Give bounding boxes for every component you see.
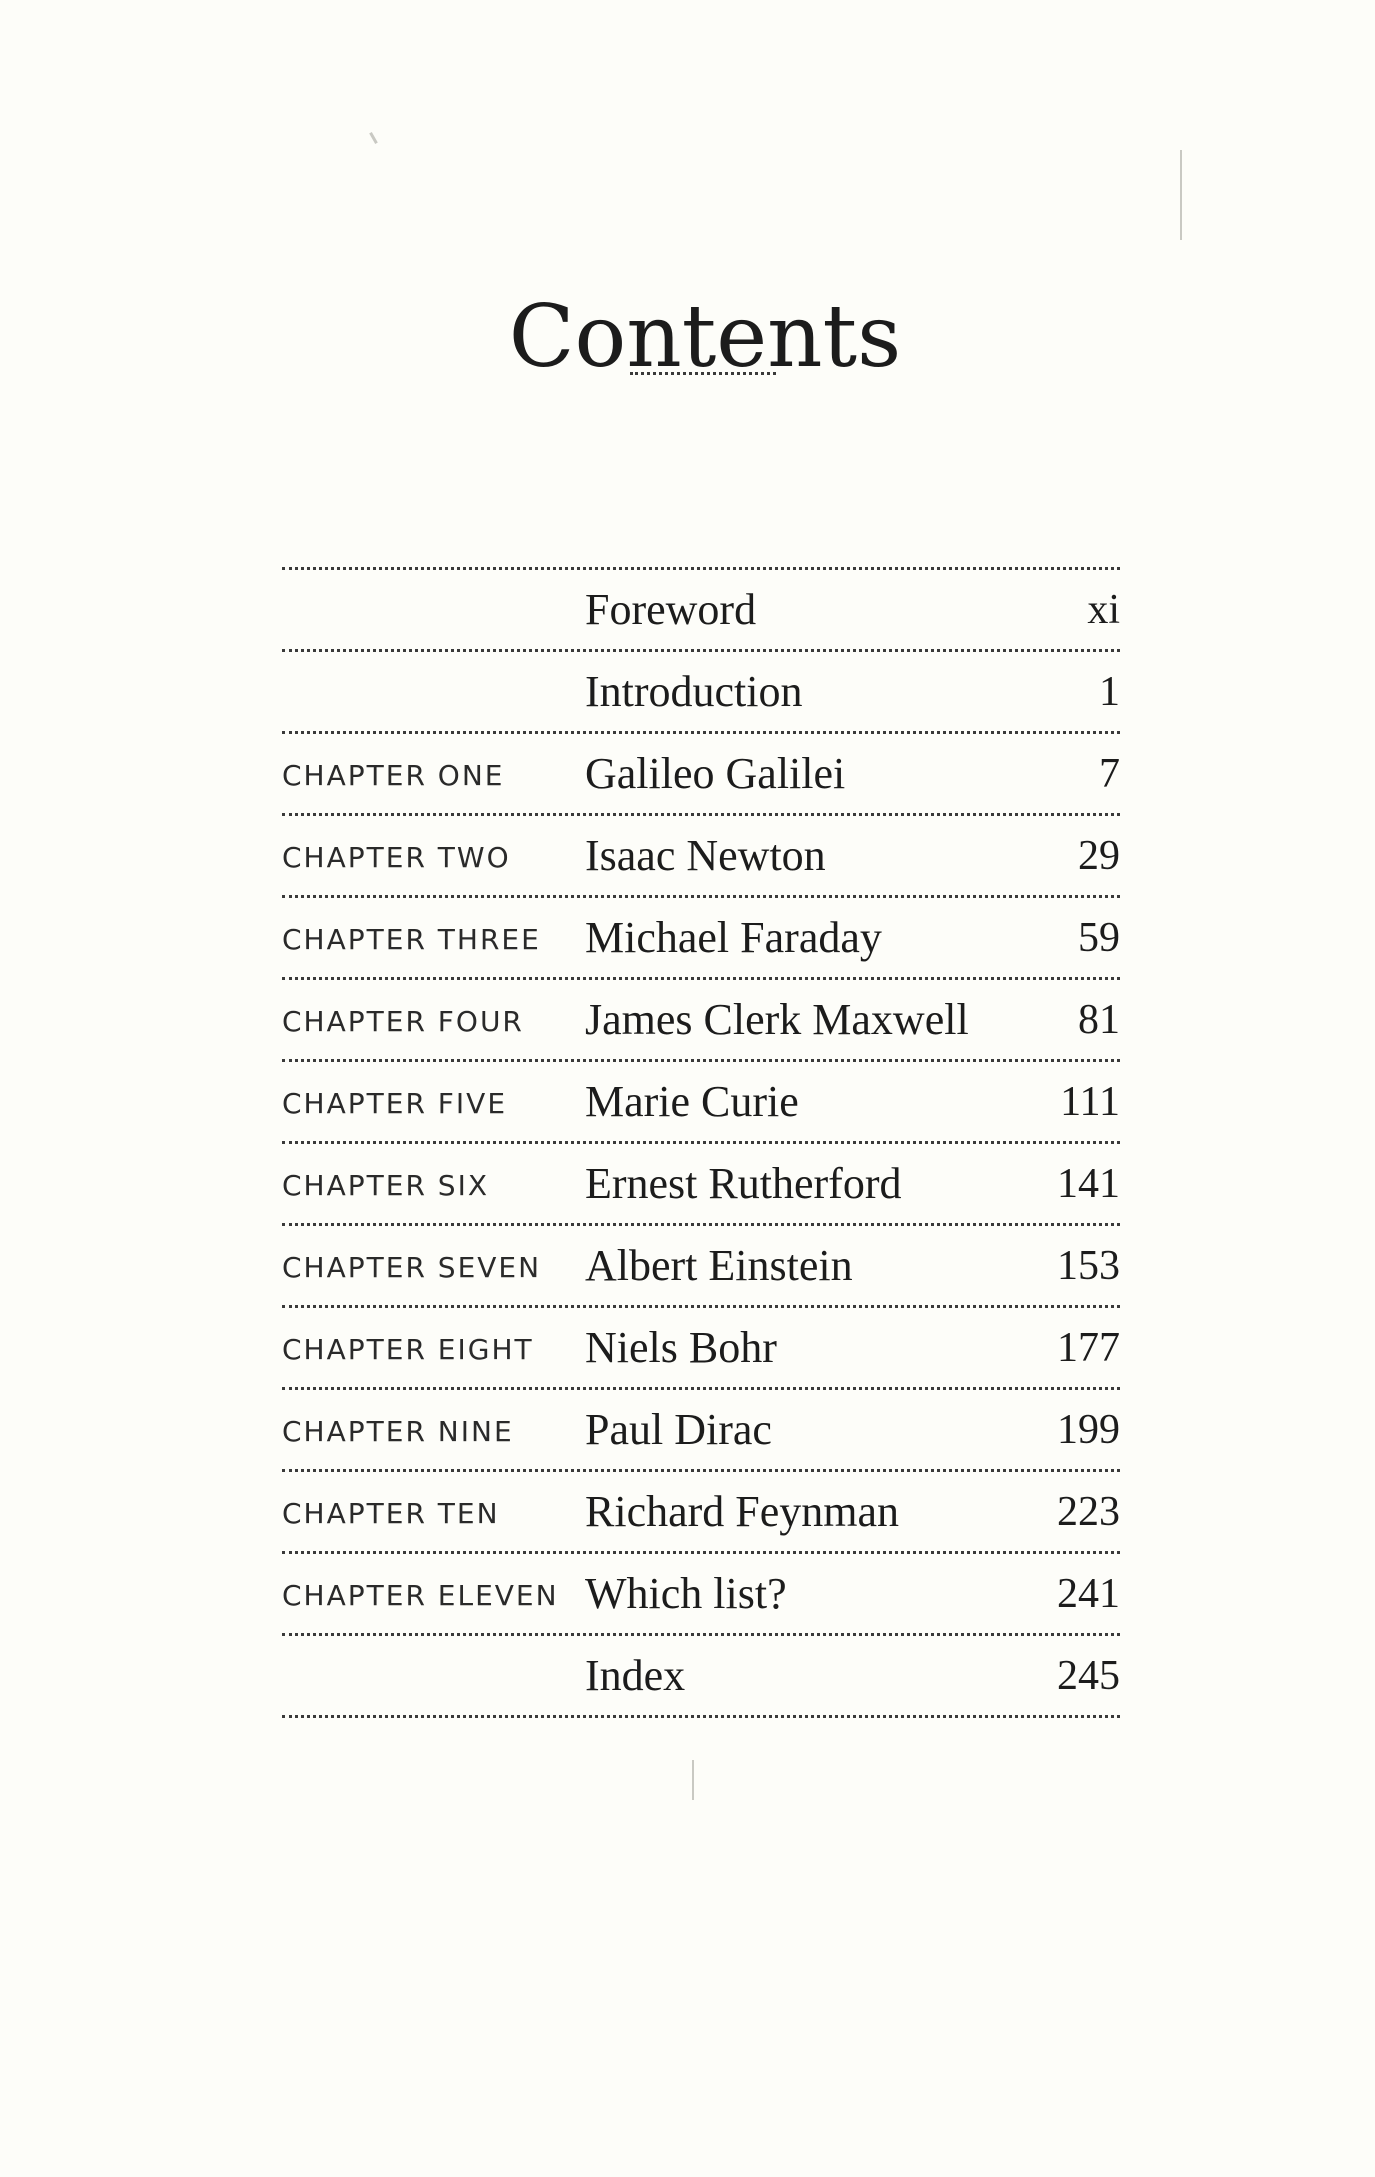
entry-title[interactable]: Michael Faraday: [585, 913, 882, 962]
chapter-label: CHAPTER TWO: [282, 841, 511, 874]
page-title: Contents: [508, 286, 902, 387]
scan-speck: [369, 132, 378, 144]
chapter-label: CHAPTER THREE: [282, 923, 541, 956]
chapter-label: CHAPTER FOUR: [282, 1005, 524, 1038]
toc-row[interactable]: [282, 734, 1120, 813]
toc-row[interactable]: [282, 652, 1120, 731]
toc-row[interactable]: [282, 980, 1120, 1059]
page-number: 1: [1099, 669, 1120, 715]
toc-row[interactable]: [282, 1554, 1120, 1633]
page-number: 7: [1099, 751, 1120, 797]
chapter-label: CHAPTER SIX: [282, 1169, 490, 1202]
toc-row[interactable]: [282, 1144, 1120, 1223]
entry-title[interactable]: Foreword: [585, 585, 757, 634]
page-number: 241: [1057, 1571, 1120, 1617]
chapter-label: CHAPTER SEVEN: [282, 1251, 542, 1284]
page-number: 245: [1057, 1653, 1120, 1699]
chapter-label: CHAPTER ELEVEN: [282, 1579, 559, 1612]
entry-title[interactable]: Marie Curie: [585, 1077, 799, 1126]
entry-title[interactable]: Galileo Galilei: [585, 749, 846, 798]
page-number: xi: [1087, 587, 1120, 633]
toc-row[interactable]: [282, 1308, 1120, 1387]
chapter-label: CHAPTER ONE: [282, 759, 505, 792]
entry-title[interactable]: Niels Bohr: [585, 1323, 777, 1372]
entry-title[interactable]: Isaac Newton: [585, 831, 826, 880]
chapter-label: CHAPTER NINE: [282, 1415, 514, 1448]
page-number: 177: [1057, 1325, 1120, 1371]
entry-title[interactable]: Index: [585, 1651, 686, 1700]
page-number: 29: [1078, 833, 1120, 879]
chapter-label: CHAPTER EIGHT: [282, 1333, 534, 1366]
toc-row[interactable]: [282, 1226, 1120, 1305]
entry-title[interactable]: Ernest Rutherford: [585, 1159, 902, 1208]
page-number: 111: [1060, 1079, 1120, 1125]
toc-row[interactable]: [282, 898, 1120, 977]
scan-speck: [692, 1760, 694, 1800]
toc-row[interactable]: [282, 1062, 1120, 1141]
toc-row[interactable]: [282, 1472, 1120, 1551]
page-number: 223: [1057, 1489, 1120, 1535]
toc-row[interactable]: [282, 816, 1120, 895]
scan-speck: [1180, 150, 1182, 240]
entry-title[interactable]: Paul Dirac: [585, 1405, 772, 1454]
entry-title[interactable]: Introduction: [585, 667, 803, 716]
page-number: 81: [1078, 997, 1120, 1043]
table-of-contents: [282, 567, 1120, 1718]
dotted-rule: [282, 1715, 1120, 1718]
page-number: 141: [1057, 1161, 1120, 1207]
entry-title[interactable]: Albert Einstein: [585, 1241, 853, 1290]
toc-row[interactable]: [282, 1390, 1120, 1469]
chapter-label: CHAPTER FIVE: [282, 1087, 508, 1120]
toc-row[interactable]: [282, 1636, 1120, 1715]
page-number: 59: [1078, 915, 1120, 961]
entry-title[interactable]: James Clerk Maxwell: [585, 995, 969, 1044]
toc-row[interactable]: [282, 570, 1120, 649]
page-number: 153: [1057, 1243, 1120, 1289]
entry-title[interactable]: Richard Feynman: [585, 1487, 900, 1536]
chapter-label: CHAPTER TEN: [282, 1497, 500, 1530]
page-number: 199: [1057, 1407, 1120, 1453]
title-dotted-rule: [630, 372, 776, 375]
entry-title[interactable]: Which list?: [585, 1569, 787, 1618]
